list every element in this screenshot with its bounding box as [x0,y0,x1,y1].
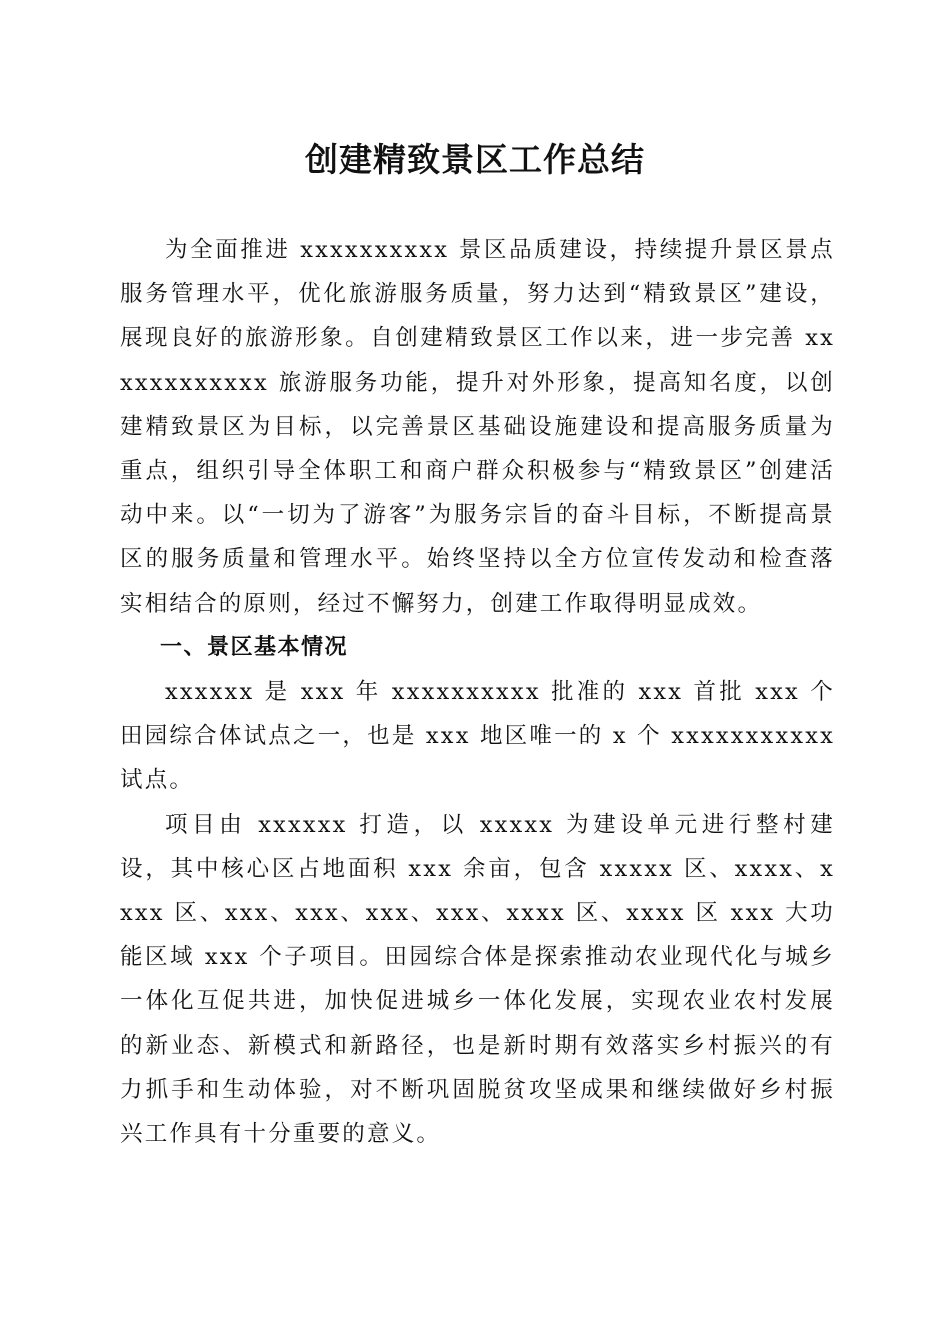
section-paragraph-project: 项目由 xxxxxx 打造，以 xxxxx 为建设单元进行整村建设，其中核心区占地面积 xxx 余亩，包含 xxxxx 区、xxxx、xxxx 区、xxx、xxx、xxx、xxx、xxxx 区、xxxx 区 xxx 大功能区域 xxx 个子项目。田园综合体是探索推动农业现代化与城乡一体化互促共进，加快促进城乡一体化发展，实现农业农村发展的新业态、新模式和新路径，也是新时期有效落实乡村振兴的有力抓手和生动体验，对不断巩固脱贫攻坚成果和继续做好乡村振兴工作具有十分重要的意义。 [120,811,835,1148]
document-title: 创建精致景区工作总结 [305,140,645,179]
section-paragraph-approval: xxxxxx 是 xxx 年 xxxxxxxxxx 批准的 xxx 首批 xxx 个田园综合体试点之一，也是 xxx 地区唯一的 x 个 xxxxxxxxxxx 试点。 [120,679,835,794]
document-body [120,228,835,1156]
intro-paragraph: 为全面推进 xxxxxxxxxx 景区品质建设，持续提升景区景点服务管理水平，优化旅游服务质量，努力达到“精致景区”建设，展现良好的旅游形象。自创建精致景区工作以来，进一步完善 xxxxxxxxxxxx 旅游服务功能，提升对外形象，提高知名度，以创建精致景区为目标，以完善景区基础设施建设和提高服务质量为重点，组织引导全体职工和商户群众积极参与“精致景区”创建活动中来。以“一切为了游客”为服务宗旨的奋斗目标，不断提高景区的服务质量和管理水平。始终坚持以全方位宣传发动和检查落实相结合的原则，经过不懈努力，创建工作取得明显成效。 [120,237,835,617]
section-heading-basic-info: 一、景区基本情况 [160,634,349,660]
